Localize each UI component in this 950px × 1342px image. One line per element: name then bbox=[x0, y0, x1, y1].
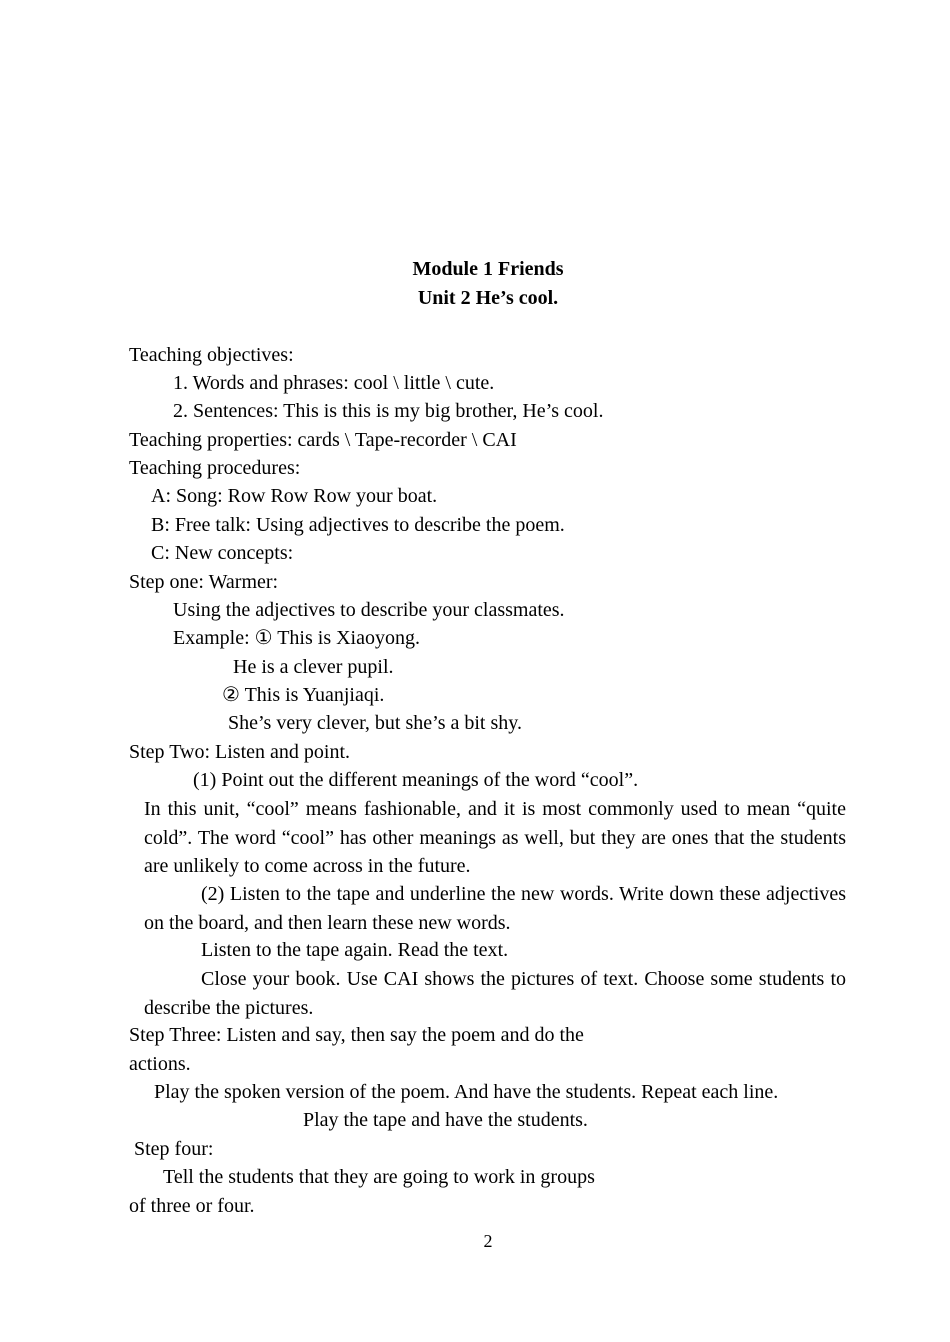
procedure-c: C: New concepts: bbox=[151, 542, 294, 564]
step-two-paragraph-2: (2) Listen to the tape and underline the new words. Write down these adjectives on the board, and then learn these new words. bbox=[144, 883, 846, 934]
objective-item-1: 1. Words and phrases: cool \ little \ cute. bbox=[173, 372, 495, 394]
example-2-detail: She’s very clever, but she’s a bit shy. bbox=[228, 712, 522, 734]
unit-title: Unit 2 He’s cool. bbox=[417, 287, 559, 309]
step-four-line-2: of three or four. bbox=[129, 1195, 255, 1217]
example-1-detail: He is a clever pupil. bbox=[233, 656, 394, 678]
step-four-line-1: Tell the students that they are going to work in groups bbox=[163, 1166, 595, 1188]
step-one-instruction: Using the adjectives to describe your classmates. bbox=[173, 599, 565, 621]
step-two-heading: Step Two: Listen and point. bbox=[129, 741, 350, 763]
step-two-paragraph-3: Listen to the tape again. Read the text. bbox=[201, 939, 509, 961]
example-1: Example: ① This is Xiaoyong. bbox=[173, 627, 420, 649]
step-two-paragraph-4: Close your book. Use CAI shows the pictures of text. Choose some students to describe the pictures. bbox=[144, 968, 846, 1019]
teaching-properties: Teaching properties: cards \ Tape-recorder \ CAI bbox=[129, 429, 517, 451]
module-title: Module 1 Friends bbox=[412, 258, 564, 280]
objectives-heading: Teaching objectives: bbox=[129, 344, 294, 366]
step-one-heading: Step one: Warmer: bbox=[129, 571, 279, 593]
step-three-play-1: Play the spoken version of the poem. And have the students. Repeat each line. bbox=[154, 1081, 779, 1103]
step-three-heading-line-2: actions. bbox=[129, 1053, 191, 1075]
procedure-a: A: Song: Row Row Row your boat. bbox=[151, 485, 438, 507]
page-number: 2 bbox=[483, 1231, 493, 1251]
step-three-play-2: Play the tape and have the students. bbox=[303, 1109, 588, 1131]
step-two-paragraph-1: In this unit, “cool” means fashionable, and it is most commonly used to mean “quite cold”. The word “cool” has other meanings as well, but they are ones that the students are unlikely to come across in the future. bbox=[144, 798, 846, 877]
step-two-point-1: (1) Point out the different meanings of the word “cool”. bbox=[193, 769, 639, 791]
step-three-heading-line-1: Step Three: Listen and say, then say the poem and do the bbox=[129, 1024, 584, 1046]
procedures-heading: Teaching procedures: bbox=[129, 457, 301, 479]
procedure-b: B: Free talk: Using adjectives to describe the poem. bbox=[151, 514, 565, 536]
objective-item-2: 2. Sentences: This is this is my big brother, He’s cool. bbox=[173, 400, 604, 422]
example-2: ② This is Yuanjiaqi. bbox=[222, 684, 385, 706]
step-four-heading: Step four: bbox=[134, 1138, 214, 1160]
